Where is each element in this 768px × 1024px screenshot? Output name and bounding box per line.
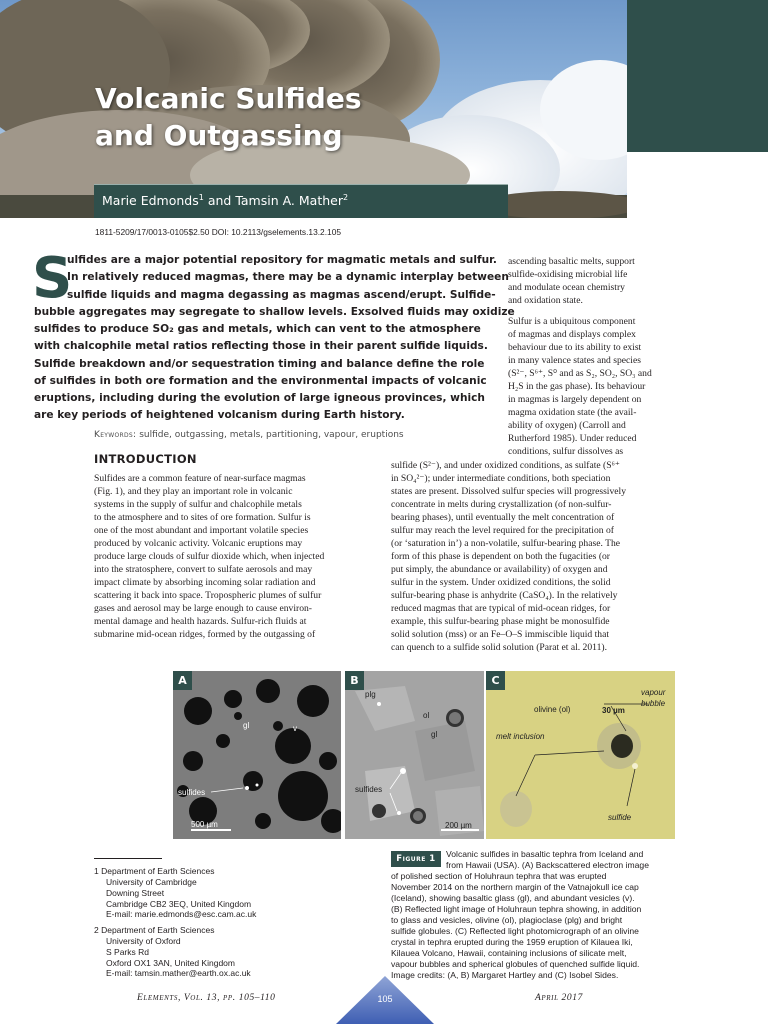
caption-line: (B) Reflected light image of Holuhraun tephra showing, in addition bbox=[391, 904, 642, 914]
footnote-line: 2 Department of Earth Sciences bbox=[94, 925, 215, 935]
figure-badge: Figure 1 bbox=[391, 851, 441, 867]
scale-bar-label: 200 µm bbox=[445, 821, 472, 830]
text-line: ability of oxygen) (Carroll and bbox=[508, 420, 626, 431]
author-2: Tamsin A. Mather bbox=[235, 193, 343, 209]
author-2-affiliation: 2 bbox=[342, 193, 349, 202]
author-list bbox=[102, 193, 348, 208]
article-title bbox=[95, 80, 425, 154]
text-line: H₂S in the gas phase). Its behaviour bbox=[508, 381, 646, 392]
footnote-email[interactable]: E-mail: tamsin.mather@earth.ox.ac.uk bbox=[106, 968, 251, 978]
journal-volume-pages: , Vol. 13, pp. 105–110 bbox=[177, 993, 276, 1003]
text-line: in many valence states and species bbox=[508, 355, 641, 366]
footnote-line: University of Cambridge bbox=[106, 877, 197, 887]
footnote-email[interactable]: E-mail: marie.edmonds@esc.cam.ac.uk bbox=[106, 909, 257, 919]
text-line: one of the most abundant and important volatile species bbox=[94, 525, 309, 536]
drop-cap: S bbox=[32, 246, 73, 311]
text-line: scattering it back into space. Tropospheric plumes of sulfur bbox=[94, 590, 322, 601]
text-line: states are present. Dissolved sulfur species will progressively bbox=[391, 486, 626, 497]
text-line: concentrate in melts during crystallization (of non-sulfur- bbox=[391, 499, 612, 510]
text-line: submarine mid-ocean ridges, formed by the outgassing of bbox=[94, 629, 316, 640]
footnote-line: 1 Department of Earth Sciences bbox=[94, 866, 215, 876]
caption-line: crystal in tephra erupted during the 1959 eruption of Kilauea Iki, bbox=[391, 937, 633, 947]
abstract-line: are key periods of heightened volcanism during Earth history. bbox=[34, 409, 405, 421]
panel-label-a: A bbox=[173, 671, 192, 690]
doi-line[interactable]: 1811-5209/17/0013-0105$2.50 DOI: 10.2113/gselements.13.2.105 bbox=[95, 227, 342, 237]
keywords bbox=[94, 430, 404, 440]
text-line: (S²⁻, S⁶⁺, S⁰ and as S₂, SO₂, SO₃ and bbox=[508, 368, 652, 379]
label-sulfides: sulfides bbox=[178, 788, 206, 797]
text-line: produced by volcanic activity. Volcanic eruptions may bbox=[94, 538, 303, 549]
figure-1 bbox=[173, 671, 675, 839]
figure-panel-a bbox=[173, 671, 341, 839]
text-line: in SO₄²⁻); under intermediate conditions, both speciation bbox=[391, 473, 611, 484]
caption-line: Volcanic sulfides in basaltic tephra from Iceland and bbox=[446, 849, 644, 859]
text-line: sulfide-oxidising microbial life bbox=[508, 269, 628, 280]
caption-line: to glass and vesicles, olivine (ol), plagioclase (plg) and bright bbox=[391, 915, 623, 925]
journal-citation bbox=[137, 993, 276, 1003]
text-line: can quench to a sulfide solid solution (Parat et al. 2011). bbox=[391, 642, 607, 653]
text-line: example, this sulfur-bearing phase might be monosulfide bbox=[391, 616, 610, 627]
label-sulfides: sulfides bbox=[355, 785, 383, 794]
text-line: reduced magmas that are typical of mid-ocean ridges, for bbox=[391, 603, 611, 614]
page-number: 105 bbox=[377, 994, 393, 1004]
text-line: produce large clouds of sulfur dioxide which, when injected bbox=[94, 551, 325, 562]
text-line: systems in the supply of sulfur and chalcophile metals bbox=[94, 499, 302, 510]
caption-line: from Hawaii (USA). (A) Backscattered electron image bbox=[446, 860, 649, 870]
text-line: (or ‘saturation in’) a non-volatile, sulfur-bearing phase. The bbox=[391, 538, 621, 549]
section-heading-introduction: INTRODUCTION bbox=[94, 452, 197, 466]
text-line: of magmas and displays complex bbox=[508, 329, 636, 340]
label-glass: gl bbox=[243, 721, 250, 730]
text-line: sulfide (S²⁻), and under oxidized conditions, as sulfate (S⁶⁺ bbox=[391, 460, 620, 471]
abstract-line: ulfides are a major potential repository for magmatic metals and sulfur. bbox=[67, 254, 497, 266]
text-line: mental damage and health hazards. Sulfur-rich fluids at bbox=[94, 616, 307, 627]
label-bubble: bubble bbox=[641, 699, 666, 708]
journal-name: Elements bbox=[137, 993, 178, 1003]
footnote-line: Cambridge CB2 3EQ, United Kingdom bbox=[106, 899, 252, 909]
footnote-divider bbox=[94, 858, 162, 859]
figure-panel-c bbox=[486, 671, 675, 839]
issue-date: April 2017 bbox=[535, 993, 583, 1003]
text-line: put simply, the abundance or availability) of oxygen and bbox=[391, 564, 608, 575]
text-line: conditions, sulfur dissolves as bbox=[508, 446, 624, 457]
footnote-line: Oxford OX1 3AN, United Kingdom bbox=[106, 958, 235, 968]
text-line: Sulfides are a common feature of near-surface magmas bbox=[94, 473, 306, 484]
abstract-line: sulfides to produce SO₂ gas and metals, which can vent to the atmosphere bbox=[34, 323, 481, 335]
author-1: Marie Edmonds bbox=[102, 193, 199, 209]
caption-line: of polished section of Holuhraun tephra that was erupted bbox=[391, 871, 607, 881]
text-line: to the atmosphere and to sites of ore formation. Sulfur is bbox=[94, 512, 311, 523]
author-conjunction: and bbox=[203, 193, 236, 209]
text-line: gases and aerosol may be large enough to cause environ- bbox=[94, 603, 313, 614]
author-1-affiliation: 1 bbox=[198, 193, 204, 202]
scale-bar-label: 500 µm bbox=[191, 820, 218, 829]
text-line: and oxidation state. bbox=[508, 295, 583, 306]
keywords-list: sulfide, outgassing, metals, partitioning, vapour, eruptions bbox=[136, 430, 404, 440]
footnote-line: University of Oxford bbox=[106, 936, 181, 946]
abstract-line: In relatively reduced magmas, there may be a dynamic interplay between bbox=[67, 271, 509, 283]
label-plagioclase: plg bbox=[365, 690, 376, 699]
text-line: into the stratosphere, convert to sulfate aerosols and may bbox=[94, 564, 313, 575]
author-bar bbox=[94, 184, 508, 218]
abstract-line: eruptions, including during the evolution of large igneous provinces, which bbox=[34, 392, 485, 404]
title-line-1: Volcanic Sulfides bbox=[95, 82, 362, 115]
label-sulfide: sulfide bbox=[608, 813, 632, 822]
text-line: form of this phase is dependent on both the fugacities (or bbox=[391, 551, 611, 562]
text-line: in magmas is largely dependent on bbox=[508, 394, 642, 405]
abstract-line: Sulfide breakdown and/or sequestration timing and balance define the role bbox=[34, 358, 485, 370]
abstract-line: with chalcophile metal ratios reflecting those in their parent sulfide liquids. bbox=[34, 340, 488, 352]
text-line: bearing phases), until eventually the melt concentration of bbox=[391, 512, 615, 523]
panel-label-c: C bbox=[486, 671, 505, 690]
title-line-2: and Outgassing bbox=[95, 119, 343, 152]
panel-label-b: B bbox=[345, 671, 364, 690]
sem-image bbox=[173, 671, 341, 839]
text-line: sulfur may reach the level required for the precipitation of bbox=[391, 525, 614, 536]
header-color-block bbox=[627, 0, 768, 152]
abstract-line: of sulfides in both ore formation and the environmental impacts of volcanic bbox=[34, 375, 487, 387]
label-glass: gl bbox=[431, 730, 438, 739]
caption-line: (Iceland), showing basaltic glass (gl), and abundant vesicles (v). bbox=[391, 893, 635, 903]
text-line: Rutherford 1985). Under reduced bbox=[508, 433, 637, 444]
text-line: magma oxidation state (the avail- bbox=[508, 407, 637, 418]
text-line: solid solution (mss) or an Fe–O–S immiscible liquid that bbox=[391, 629, 609, 640]
caption-line: sulfide globules. (C) Reflected light photomicrograph of an olivine bbox=[391, 926, 639, 936]
caption-line: vapour bubbles and spherical globules of quenched sulfide liquid. bbox=[391, 959, 640, 969]
text-line: impact climate by absorbing incoming solar radiation and bbox=[94, 577, 316, 588]
text-line: and modulate ocean chemistry bbox=[508, 282, 625, 293]
text-line: sulfur in the system. Under oxidized conditions, the solid bbox=[391, 577, 611, 588]
caption-credits: Image credits: (A, B) Margaret Hartley and (C) Isobel Sides. bbox=[391, 970, 619, 980]
scale-bar-label: 30 µm bbox=[602, 706, 625, 715]
text-line: ascending basaltic melts, support bbox=[508, 256, 635, 267]
caption-line: Kilauea Volcano, Hawaii, containing inclusions of silicate melt, bbox=[391, 948, 627, 958]
label-vapour: vapour bbox=[641, 688, 666, 697]
footnote-line: S Parks Rd bbox=[106, 947, 149, 957]
label-olivine: olivine (ol) bbox=[534, 705, 571, 714]
label-melt-inclusion: melt inclusion bbox=[496, 732, 545, 741]
footnote-line: Downing Street bbox=[106, 888, 165, 898]
text-line: Sulfur is a ubiquitous component bbox=[508, 316, 636, 327]
text-line: behaviour due to its ability to exist bbox=[508, 342, 642, 353]
caption-line: November 2014 on the northern margin of the Vatnajokull ice cap bbox=[391, 882, 639, 892]
label-olivine: ol bbox=[423, 711, 430, 720]
label-vesicle: v bbox=[293, 724, 297, 733]
keywords-label: Keywords: bbox=[94, 430, 137, 440]
figure-panel-b bbox=[345, 671, 484, 839]
abstract-line: sulfide liquids and magma degassing as magmas ascend/erupt. Sulfide- bbox=[67, 289, 496, 301]
text-line: sulfur-bearing phase is anhydrite (CaSO₄). In the relatively bbox=[391, 590, 618, 601]
abstract-line: bubble aggregates may segregate to shallow levels. Exsolved fluids may oxidize bbox=[34, 306, 515, 318]
text-line: (Fig. 1), and they play an important role in volcanic bbox=[94, 486, 293, 497]
